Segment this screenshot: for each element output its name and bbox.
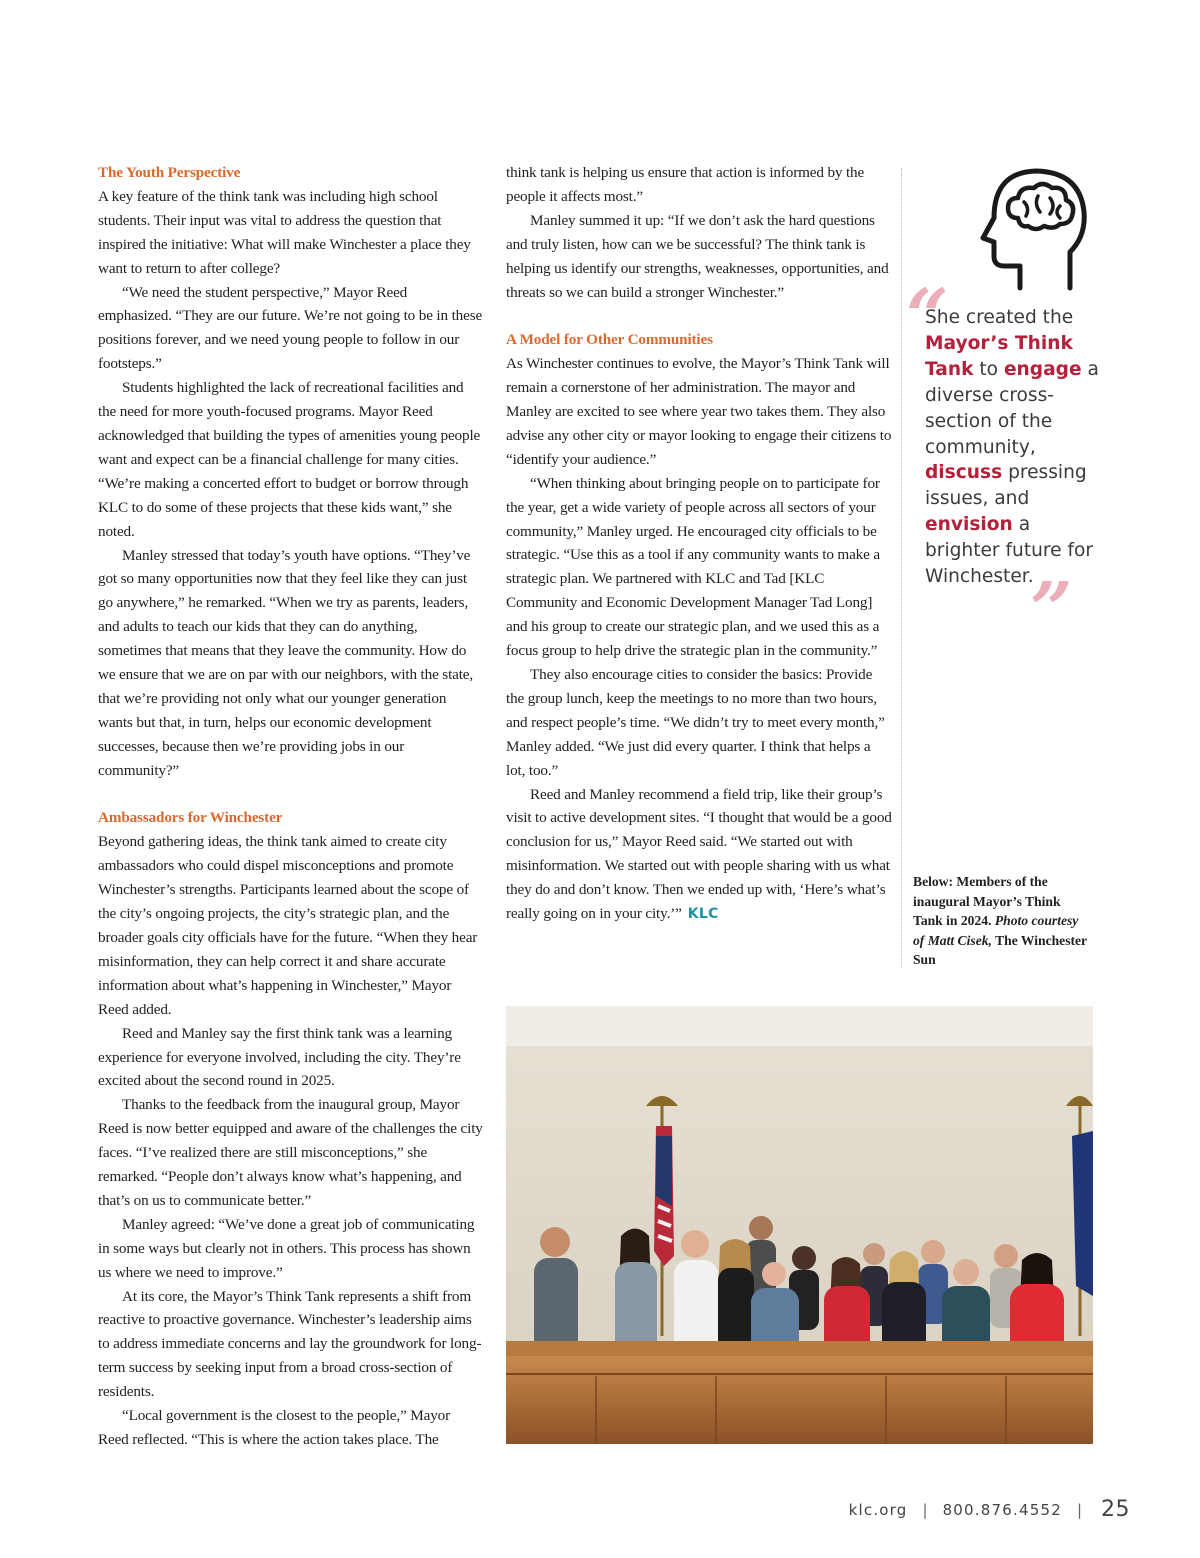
paragraph: Reed and Manley say the first think tank was a learning experience for everyone involved, including the city. They’re excited about the second round in 2025. (98, 1024, 461, 1090)
page-footer (849, 1497, 1130, 1522)
paragraph: They also encourage cities to consider the basics: Provide the group lunch, keep the meetings to no more than two hours, and respect people’s time. “We didn’t try to meet every month,” Manley added. “We just did every quarter. I think that helps a lot, too.” (506, 666, 885, 779)
footer-website: klc.org (848, 1500, 908, 1519)
highlight-text: Mayor’s Think Tank (925, 332, 1073, 380)
paragraph: At its core, the Mayor’s Think Tank represents a shift from reactive to proactive governance. Winchester’s leadership aims to address immediate concerns and lay the groundwork for long-term success by seeking input from a broad cross-section of residents. (98, 1287, 482, 1401)
article-column-left (98, 161, 484, 1452)
paragraph: A key feature of the think tank was including high school students. Their input was vital to address the question that inspired the initiative: What will make Winchester a place they want to return to after college? (98, 187, 471, 277)
paragraph: Thanks to the feedback from the inaugural group, Mayor Reed is now better equipped and aware of the challenges the city faces. “I’ve realized there are still misconceptions,” she remarked. “People don’t always know what’s happening, and that’s on us to communicate better.” (98, 1096, 483, 1209)
group-photo (506, 1006, 1093, 1444)
head-brain-icon (980, 166, 1090, 292)
close-quote-mark: ” (1030, 567, 1073, 653)
paragraph-final (506, 783, 892, 927)
paragraph: “When thinking about bringing people on to participate for the year, get a wide variety of people across all sectors of your community,” Manley urged. He encouraged city officials to be strategic. “Use this as a tool if any community wants to make a strategic plan. We partnered with KLC and Tad [KLC Community and Economic Development Manager Tad Long] and his group to create our strategic plan, and we used this as a focus group to help drive the strategic plan in the community.” (506, 474, 880, 660)
article-column-right (506, 161, 892, 927)
section-heading-ambassadors: Ambassadors for Winchester (98, 809, 283, 827)
paragraph: Students highlighted the lack of recreational facilities and the need for more youth-focused programs. Mayor Reed acknowledged that building the types of amenities young people want and expect can be a financial challenge for many cities. “We’re making a concerted effort to budget or borrow through KLC to do some of these projects that these kids want,” she noted. (98, 379, 481, 540)
paragraph: think tank is helping us ensure that action is informed by the people it affects most.” (506, 164, 865, 205)
paragraph: Manley stressed that today’s youth have options. “They’ve got so many opportunities now that they feel like they can just go anywhere,” he remarked. “When we try as parents, leaders, and adults to teach our kids that they can do anything, sometimes that means that they leave the community. How do we ensure that we are on par with our neighbors, with the state, that we’re providing not only what our younger generation wants but that, in turn, helps our economic development successes, because then we’re providing jobs in our community?” (98, 546, 474, 779)
klc-end-mark: KLC (687, 906, 719, 923)
section-heading-youth: The Youth Perspective (98, 164, 241, 181)
paragraph: Manley agreed: “We’ve done a great job of communicating in some ways but clearly not in others. This process has shown us where we need to improve.” (98, 1215, 475, 1281)
page-number: 25 (1101, 1497, 1130, 1522)
highlight-text: engage (1003, 358, 1082, 380)
highlight-text: envision (925, 514, 1013, 536)
section-heading-model: A Model for Other Communities (506, 331, 713, 349)
footer-phone: 800.876.4552 (942, 1500, 1062, 1519)
paragraph: Beyond gathering ideas, the think tank aimed to create city ambassadors who could dispel misconceptions and promote Winchester’s strengths. Participants learned about the scope of the city’s ongoing projects, the city’s strategic plan, and the broader goals city officials have for the future. “When they hear misinformation, they can help correct it and share accurate information about what’s happening in Winchester,” Mayor Reed added. (98, 833, 478, 1018)
open-quote-mark: “ (906, 274, 949, 360)
paragraph: As Winchester continues to evolve, the Mayor’s Think Tank will remain a cornerstone of her administration. The mayor and Manley are excited to see where year two takes them. They also advise any other city or mayor looking to engage their citizens to “identify your audience.” (506, 355, 892, 468)
paragraph: “Local government is the closest to the people,” Mayor Reed reflected. “This is where the action takes place. The (98, 1407, 451, 1449)
footer-separator: | (1076, 1500, 1082, 1519)
paragraph-text: Reed and Manley recommend a field trip, like their group’s visit to active development sites. “I thought that would be a good conclusion for us,” Mayor Reed said. “We started out with misinformation. We started out with people sharing with us what they do and don’t know. Then we ended up with, ‘Here’s what’s really going on in your city.’” (506, 785, 892, 923)
pull-quote: She created the Mayor’s Think Tank to engage a diverse cross-section of the community, discuss pressing issues, and envision a brighter future for Winchester. (925, 307, 1099, 588)
paragraph: “We need the student perspective,” Mayor Reed emphasized. “They are our future. We’re not going to be in these positions forever, and we need young people to follow in our footsteps.” (98, 283, 483, 373)
photo-caption: Below: Members of the inaugural Mayor’s Think Tank in 2024. Photo courtesy of Matt Cisek, The Winchester Sun (913, 874, 1087, 968)
column-divider (901, 168, 902, 968)
paragraph: Manley summed it up: “If we don’t ask the hard questions and truly listen, how can we be successful? The think tank is helping us identify our strengths, weaknesses, opportunities, and threats so we can build a stronger Winchester.” (506, 211, 889, 301)
footer-separator: | (922, 1500, 928, 1519)
highlight-text: discuss (925, 462, 1003, 484)
